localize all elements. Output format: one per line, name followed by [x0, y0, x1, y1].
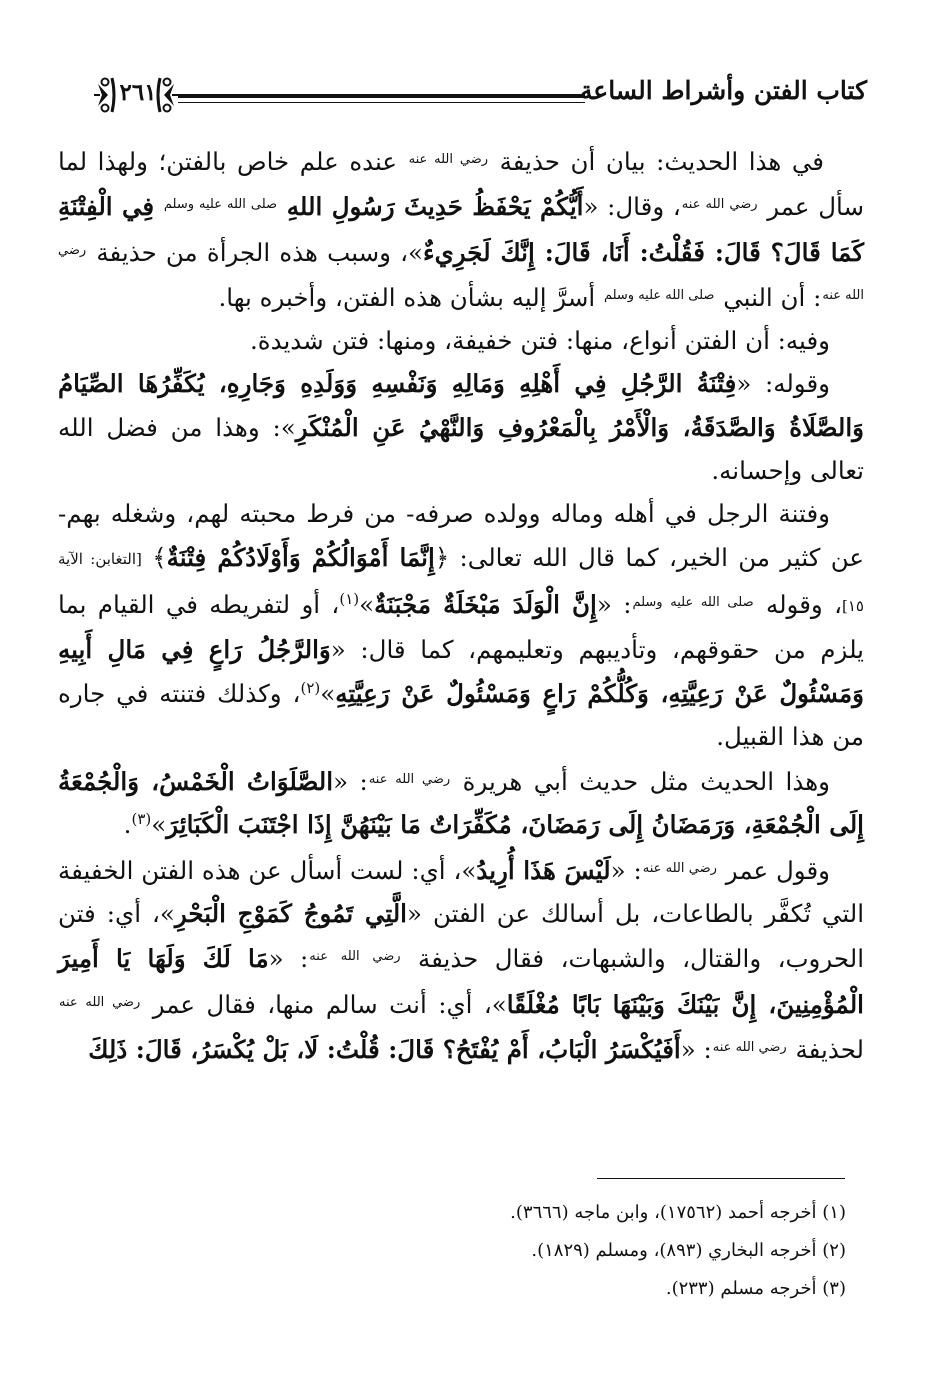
- text-run: وقول عمر: [725, 855, 830, 885]
- page-header: [92, 68, 867, 122]
- hadith-quote: أَيُّكُمْ يَحْفَظُ حَدِيثَ رَسُولِ اللهِ: [286, 192, 584, 222]
- hadith-quote: إِنَّ الْوَلَدَ مَبْخَلَةٌ مَجْبَنَةٌ: [374, 589, 597, 619]
- page-number: ٢٦١: [119, 79, 157, 106]
- text-run: : «: [680, 1034, 712, 1064]
- text-run: »: [320, 678, 336, 708]
- text-run: »، أي: أنت سالم منها، فقال عمر: [152, 989, 507, 1019]
- text-run: أسرَّ إليه بشأن هذه الفتن، وأخبره بها.: [218, 282, 596, 312]
- honorific-saw-icon: صلى الله عليه وسلم: [603, 287, 715, 303]
- text-run: »: [151, 810, 167, 840]
- text-run: : «: [610, 855, 642, 885]
- hadith-quote: الصَّلَوَاتُ الْخَمْسُ، وَالْجُمْعَةُ إِلَى الْجُمْعَةِ، وَرَمَضَانُ إِلَى رَمَضَانَ، مُكَفِّرَاتٌ مَا بَيْنَهُنَّ إِذَا اجْتَنَبَ الْكَبَائِرَ: [58, 767, 864, 840]
- book-title: كتاب الفتن وأشراط الساعة: [579, 76, 867, 105]
- text-run: وفيه: أن الفتن أنواع، منها: فتن خفيفة، ومنها: فتن شديدة.: [250, 326, 830, 356]
- honorific-ra-icon: رضي الله عنه: [368, 772, 451, 788]
- paragraph-4: [58, 492, 864, 758]
- hadith-quote: الَّتِي تَمُوجُ كَمَوْجِ الْبَحْرِ: [174, 899, 407, 929]
- text-run: في هذا الحديث: بيان أن حذيفة: [499, 147, 824, 176]
- footnotes: [100, 1196, 846, 1310]
- text-run: : «: [333, 767, 368, 797]
- text-run: وهذا الحديث مثل حديث أبي هريرة: [462, 767, 830, 797]
- text-run: »، أي: لست أسأل عن هذه الفتن الخفيفة التي تُكفَّر بالطاعات، بل أسالك عن الفتن «: [58, 855, 865, 929]
- footnote-marker[interactable]: (١): [339, 589, 360, 608]
- honorific-ra-icon: رضي الله عنه: [712, 1039, 787, 1055]
- paragraph-2: [58, 319, 864, 362]
- footnote-3: (٣) أخرجه مسلم (٢٣٣).: [665, 1278, 846, 1299]
- text-run: ﴾: [152, 542, 167, 572]
- hadith-quote: وَالرَّجُلُ رَاعٍ فِي مَالِ أَبِيهِ وَمَسْئُولٌ عَنْ رَعِيَّتِهِ، وَكُلُّكُمْ رَاعٍ وَمَسْئُولٌ عَنْ رَعِيَّتِهِ: [58, 635, 864, 708]
- text-run: وفتنة الرجل في أهله وماله وولده صرفه- من فرط محبته لهم، وشغله بهم- عن كثير من الخير، كما قال الله تعالى: ﴿: [58, 499, 865, 572]
- footnote-marker[interactable]: (٣): [131, 810, 152, 829]
- hadith-quote: لَيْسَ هَذَا أُرِيدُ: [476, 855, 611, 885]
- text-run: ، وقوله: [765, 589, 842, 619]
- hadith-quote: أَفَيُكْسَرُ الْبَابُ، أَمْ يُفْتَحُ؟ قَالَ: قُلْتُ: لَا، بَلْ يُكْسَرُ، قَالَ: ذَلِكَ: [88, 1034, 681, 1064]
- text-run: .: [123, 810, 132, 840]
- text-run: وقوله: «: [736, 369, 830, 399]
- main-text: [58, 138, 864, 1071]
- text-run: عنده علم خاص بالفتن؛ ولهذا لما سأل عمر: [58, 147, 865, 222]
- text-run: : أن النبي: [723, 282, 822, 312]
- honorific-ra-icon: رضي الله عنه: [59, 994, 141, 1010]
- text-run: ، أو لتفريطه في القيام بما يلزم من حقوقهم، وتأديبهم وتعليمهم، كما قال: «: [58, 589, 865, 665]
- honorific-ra-icon: رضي الله عنه: [642, 860, 717, 876]
- footnote-1: (١) أخرجه أحمد (١٧٥٦٢)، وابن ماجه (٣٦٦٦).: [510, 1202, 846, 1223]
- paragraph-3: [58, 362, 864, 492]
- text-run: لحذيفة: [795, 1034, 864, 1064]
- hadith-quote: فِي الْفِتْنَةِ كَمَا قَالَ؟ قَالَ: فَقُلْتُ: أَنَا، قَالَ: إِنَّكَ لَجَرِيءٌ: [58, 192, 865, 267]
- text-run: ، وقال: «: [583, 192, 681, 222]
- honorific-ra-icon: رضي الله عنه: [309, 949, 401, 965]
- text-run: : «: [596, 589, 632, 619]
- hadith-quote: فِتْنَةُ الرَّجُلِ فِي أَهْلِهِ وَمَالِهِ وَنَفْسِهِ وَوَلَدِهِ وَجَارِهِ، يُكَفِّرُهَا الصِّيَامُ وَالصَّلَاةُ وَالصَّدَقَةُ، وَالْأَمْرُ بِالْمَعْرُوفِ وَالنَّهْيُ عَنِ الْمُنْكَرِ: [58, 369, 865, 442]
- honorific-ra-icon: رضي الله عنه: [681, 197, 758, 213]
- hadith-quote: مَا لَكَ وَلَهَا يَا أَمِيرَ الْمُؤْمِنِينَ، إِنَّ بَيْنَكَ وَبَيْنَهَا بَابًا مُغْلَقًا: [58, 944, 864, 1019]
- footnote-marker[interactable]: (٢): [300, 678, 321, 697]
- paragraph-6: [58, 847, 864, 1071]
- paragraph-5: [58, 758, 864, 847]
- text-run: »: [359, 589, 375, 619]
- text-run: : «: [268, 944, 309, 974]
- honorific-saw-icon: صلى الله عليه وسلم: [163, 197, 278, 213]
- text-run: ، وكذلك فتنته في جاره من هذا القبيل.: [58, 678, 864, 751]
- footnote-2: (٢) أخرجه البخاري (٨٩٣)، ومسلم (١٨٢٩).: [531, 1240, 846, 1261]
- text-run: »، وسبب هذه الجرأة من حذيفة: [96, 237, 424, 267]
- footnote-separator: [597, 1178, 845, 1179]
- verse-reference: [التغابن: الآية ١٥]: [58, 549, 864, 615]
- honorific-ra-icon: رضي الله عنه: [58, 242, 864, 303]
- header-rule: [178, 94, 585, 102]
- quran-verse: إِنَّمَا أَمْوَالُكُمْ وَأَوْلَادُكُمْ فِتْنَةٌ: [166, 542, 435, 572]
- page-number-ornament: [92, 70, 180, 120]
- honorific-ra-icon: رضي الله عنه: [408, 152, 489, 167]
- paragraph-1: [58, 138, 864, 319]
- text-run: »، أي: فتن الحروب، والقتال، والشبهات، فقال حذيفة: [58, 899, 864, 974]
- honorific-saw-icon: صلى الله عليه وسلم: [632, 594, 754, 610]
- text-run: »: وهذا من فضل الله تعالى وإحسانه.: [58, 412, 864, 486]
